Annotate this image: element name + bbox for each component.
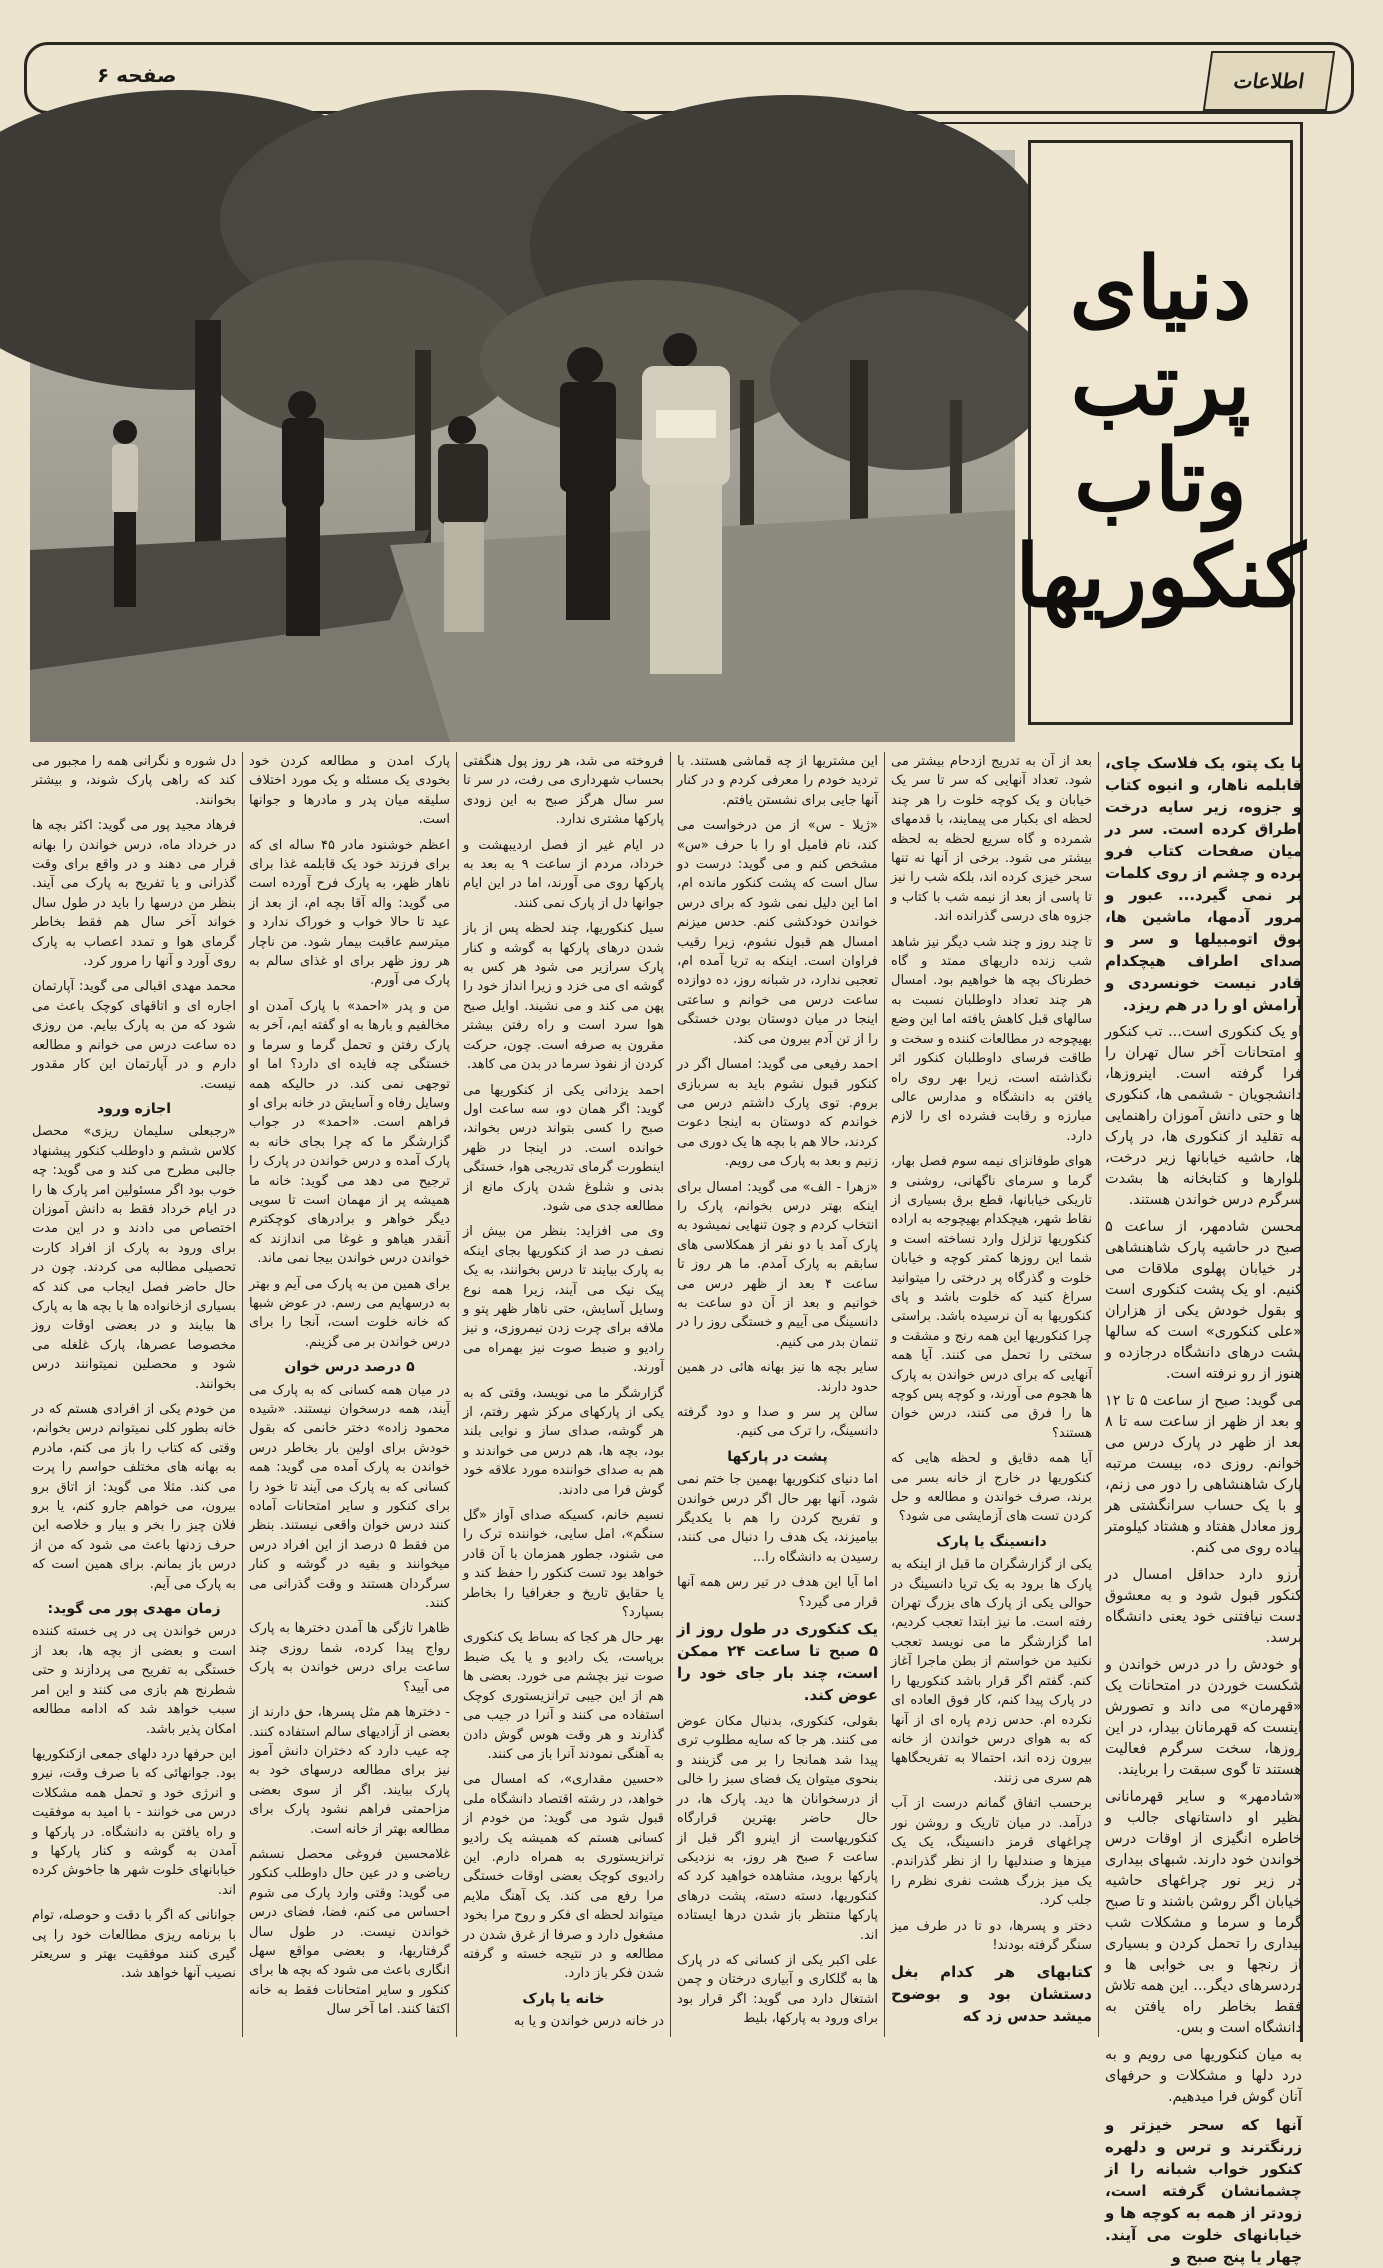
article-paragraph: برای همین من به پارک می آیم و بهتر به درسهایم می رسم. در عوض شبها که خانه خلوت است، آنجا را برای درس خواندن بر می گزینم. — [249, 1276, 450, 1350]
article-paragraph: آیا همه دقایق و لحظه هایی که کنکوریها در خارج از خانه بسر می برند، صرف خواندن و مطالعه و حل کردن تست های آزمایشی می شود؟ — [891, 1451, 1092, 1525]
article-paragraph: تا چند روز و چند شب دیگر نیز شاهد شب زنده داریهای ممتد و گاه خطرناک بچه ها خواهیم بود. امسال هر چند تعداد داوطلبان نسبت به سالهای قبل کاهش یافته اما این وضع بهیچوجه در مطالعات کننده و سخت و طاقت فرسای داوطلبان کنکور اثر نگذاشته است، زیرا بهر روی راه یافتن به دانشگاه و مدارس عالی مبارزه و رقابت فشرده ای را لازم دارد. — [891, 934, 1092, 1144]
article-paragraph: او یک کنکوری است... تب کنکور و امتحانات آخر سال تهران را فرا گرفته است. اینروزها، دانشجویان - ششمی ها، کنکوری ها و حتی دانش آموزان راهنمایی به تقلید از کنکوری ها، در پارک ها، حاشیه خیابانها زیر درخت، بلوارها و کتابخانه ها بشدت سرگرم درس خواندن هستند. — [1105, 1024, 1302, 1208]
article-paragraph-bold: آنها که سحر خیزتر و زرنگترند و ترس و دلهره کنکور خواب شبانه را از چشمانشان گرفته است، زودتر از همه به کوچه ها و خیابانهای خلوت می آیند. چهار یا پنج صبح و — [1105, 2116, 1302, 2266]
article-column-2 — [884, 752, 1098, 2037]
headline-line-1: دنیای — [1069, 237, 1252, 339]
subheading: زمان مهدی پور می گوید: — [47, 1601, 221, 1618]
article-paragraph: من خودم یکی از افرادی هستم که در خانه بطور کلی نمیتوانم درس بخوانم، وقتی که کتاب را باز می کنم، مادرم به بهانه های مختلف حواسم را پرت می کند. مثلا می گوید: از اتاق برو بیرون، می خواهم جارو کنم، یا برو فلان چیز را بخر و بیار و خلاصه این حرف زدنها باعث می شود که من از درس باز بمانم. برای همین است که به پارک می آیم. — [32, 1402, 236, 1592]
article-paragraph: سالن پر سر و صدا و دود گرفته دانسینگ، را ترک می کنیم. — [677, 1405, 878, 1440]
article-paragraph: در خانه درس خواندن و یا به — [513, 2014, 664, 2030]
article-paragraph: این مشتریها از چه قماشی هستند. با تردید خودم را معرفی کردم و در کنار آنها جایی برای نشستن یافتم. — [677, 754, 878, 808]
article-paragraph: جوانانی که اگر با دقت و حوصله، توام با برنامه ریزی مطالعات خود را پی گیری کنند موفقیت بهتر و سریعتر نصیب آنها خواهد شد. — [32, 1908, 236, 1982]
article-paragraph: گزارشگر ما می نویسد، وقتی که به یکی از پارکهای مرکز شهر رفتم، از هر گوشه، صدای ساز و نوایی بلند بود، بچه ها، هم درس می خواندند و هم به صدای خواننده مورد علاقه خود گوش فرا می دادند. — [463, 1385, 664, 1498]
article-paragraph: آرزو دارد حداقل امسال در کنکور قبول شود و به معشوق دست نیافتنی خود یعنی دانشگاه برسد. — [1105, 1567, 1302, 1646]
article-column-6 — [26, 752, 242, 2037]
headline-line-3: وتاب — [1074, 429, 1247, 531]
article-paragraph: سیل کنکوریها، چند لحظه پس از باز شدن درهای پارکها به گوشه و کنار پارک سرازیر می شود هر کس به گوشه ای می خزد و زیرا انداز خود را پهن می کند و می نشیند. اوایل صبح هوا سرد است و راه رفتن بیشتر مقرون به صرفه است. چون، حرکت کردن از نفوذ سرما در بدن می کاهد. — [463, 921, 664, 1073]
article-paragraph: «زهرا - الف» می گوید: امسال برای اینکه بهتر درس بخوانم، پارک را انتخاب کردم و چون تنهایی نمیشود به پارک آمد با دو نفر از همکلاسی های سابقم به پارک آمدم. ما هر روز تا ساعت ۴ بعد از ظهر درس می خوانیم و بعد از آن دو ساعت به دانسینگ می آییم و خستگی روز را در تنمان بدر می کنیم. — [677, 1179, 878, 1350]
article-paragraph: - دخترها هم مثل پسرها، حق دارند از بعضی از آزادیهای سالم استفاده کنند. چه عیب دارد که دختران دانش آموز نیز برای مطالعه درسهای خود به پارک بیایند. اگر از سوی بعضی مزاحمتی فراهم نشود پارک برای مطالعه بهتر از خانه است. — [249, 1705, 450, 1837]
article-paragraph: برحسب اتفاق گمانم درست از آب درآمد. در میان تاریک و روشن نور چراغهای قرمز دانسینگ، یک یک میزها و صندلیها را از نظر گذراندم. یک میز بزرگ هشت نفری نظرم را جلب کرد. — [891, 1796, 1092, 1909]
article-paragraph: غلامحسین فروغی محصل نسشم ریاضی و در عین حال داوطلب کنکور می گوید: وقتی وارد پارک می شوم احساس می کنم، فضا، فضای درس خواندن نیست. در طول سال گرفتاریها، و بعضی مواقع سهل انگاری باعث می شود که بچه ها برای کنکور و سایر امتحانات فقط به خانه اکتفا کنند. اما آخر سال — [249, 1846, 450, 2018]
subheading: اجازه ورود — [97, 1100, 171, 1117]
article-paragraph: محسن شادمهر، از ساعت ۵ صبح در حاشیه پارک شاهنشاهی در خیابان پهلوی ملاقات می کنیم. او یک پشت کنکوری است و بقول خودش یکی از هزاران «علی کنکوری» است که سالها پشت درهای دانشگاه درجازده و هنوز از رو نرفته است. — [1105, 1219, 1302, 1382]
article-column-1 — [1098, 752, 1308, 2266]
article-paragraph: فروخته می شد، هر روز پول هنگفتی بحساب شهرداری می رفت، در سر تا سر سال هرگز صبح به این زودی پارکها مشتری ندارد. — [463, 754, 664, 828]
photo-students-reading-icon — [30, 150, 1015, 742]
article-paragraph: در میان همه کسانی که به پارک می آیند، همه درسخوان نیستند. «شیده محمود زاده» دختر خانمی که بقول خودش برای اولین بار بخاطر درس خواندن به پارک آمده می گوید: همه کسانی که به پارک می آیند تا خود را برای کنکور و سایر امتحانات آماده کنند درس خوان واقعی نیستند. بنظر من فقط ۵ درصد از این افراد درس میخوانند و بقیه در گوشه و کنار سرگردان هستند و وقت گذرانی می کنند. — [249, 1382, 450, 1612]
article-paragraph: محمد مهدی اقبالی می گوید: آپارتمان اجاره ای و اتاقهای کوچک باعث می شود که من به پارک بیایم. من روزی ده ساعت درس می خوانم و مطالعه دارم و در آپارتمان این کار مقدور نیست. — [32, 979, 236, 1092]
subheading: خانه یا پارک — [522, 1990, 605, 2007]
article-paragraph: دل شوره و نگرانی همه را مجبور می کند که راهی پارک شوند، و بیشتر بخوانند. — [32, 754, 236, 808]
article-paragraph: احمد یزدانی یکی از کنکوریها می گوید: اگر همان دو، سه ساعت اول صبح را کسی بتواند درس بخواند، خوانده است. در اینجا در ظهر اینطورت گرمای تدریجی هوا، خستگی بدنی و شلوغ شدن پارک مانع از مطالعه جدی می شود. — [463, 1082, 664, 1214]
article-paragraph: ظاهرا تازگی ها آمدن دخترها به پارک رواج پیدا کرده، شما روزی چند ساعت برای درس خواندن به پارک می آیید؟ — [249, 1621, 450, 1695]
article-paragraph-bold: کتابهای هر کدام بغل دستشان بود و بوضوح میشد حدس زد که — [891, 1963, 1092, 2026]
headline-line-2: پرتب — [1070, 333, 1251, 435]
article-paragraph: علی اکبر یکی از کسانی که در پارک ها به گلکاری و آبیاری درختان و چمن اشتغال دارد می گوید: اگر قرار بود برای ورود به پارکها، بلیط — [677, 1952, 878, 2027]
page-number: صفحه ۶ — [97, 63, 177, 87]
article-paragraph: «شادمهر» و سایر قهرمانانی نظیر او داستانهای جالب و خاطره انگیزی از اوقات درس خواندن خود دارند. شبهای بیداری در زیر نور چراغهای حاشیه خیابان اگر روشن باشند و تا صبح گرما و سرما و مشکلات شب بیداری را تحمل کردن و بسیاری از رنجها و بی خوابی ها و دردسرهای دیگر... این همه تلاش فقط بخاطر راه یافتن به دانشگاه است و بس. — [1105, 1789, 1302, 2036]
article-paragraph: درس خواندن پی در پی خسته کننده است و بعضی از بچه ها، بعد از خستگی به تفریح می پردازند و حتی شطرنج هم بازی می کنند و این امر سبب خواهد شد که ادامه مطالعه امکان پذیر باشد. — [32, 1624, 236, 1737]
article-paragraph: من و پدر «احمد» با پارک آمدن او مخالفیم و بارها به او گفته ایم، آخر به پارک رفتن و تحمل گرما و سرما و خستگی چه فایده ای دارد؟ اما او توجهی نمی کند. در حالیکه همه وسایل رفاه و آسایش در خانه برای او فراهم است. «احمد» در جواب گزارشگر ما که چرا بجای خانه به پارک آمده و درس خواندن در پارک را ترجیح می دهد می گوید: خانه ما همیشه پر از مهمان است تا سویی دیگر خواهر و برادرهای کوچکترم آنقدر هیاهو و غوغا می اندازند که خواندن درس خواندن بیجا نمی ماند. — [249, 998, 450, 1267]
article-paragraph: اعظم خوشنود مادر ۴۵ ساله ای که برای فرزند خود یک قابلمه غذا برای ناهار ظهر، به پارک فرح آورده است می گوید: واله آقا بچه ام، از بعد از عید تا حالا خواب و خوراک ندارد و میترسم عاقبت بیمار شود. من ناچار هر روز ظهر برای او غذای سالم به پارک می آورم. — [249, 837, 450, 989]
article-column-3 — [670, 752, 884, 2037]
logo-text: اطلاعات — [1232, 69, 1306, 93]
article-columns — [26, 752, 1308, 2266]
headline-line-4: کنکوریها — [1015, 525, 1306, 627]
article-paragraph-bold: یک کنکوری در طول روز از ۵ صبح تا ساعت ۲۴ ممکن است، چند بار جای خود را عوض کند. — [677, 1620, 878, 1705]
article-paragraph: این حرفها درد دلهای جمعی ازکنکوریها بود. جوانهائی که با صرف وقت، نیرو و انرژی خود و تحمل همه مشکلات درس می خوانند - با امید به موفقیت و راه یافتن به دانشگاه. در پارکها و آمدن به گوشه و کنار پارکها و خیابانهای خلوت شهر ها جاخوش کرده اند. — [32, 1746, 236, 1898]
article-paragraph: هوای طوفانزای نیمه سوم فصل بهار، گرما و سرمای ناگهانی، روشنی و تاریکی خیابانها، قطع برق بسیاری از نقاط شهر، هیچکدام بهیچوجه به اراده کنکوریها تزلزل وارد نساخته است و شما این روزها کمتر کوچه و خیابان خلوت و گذرگاه پر درختی را میتوانید سراغ کنید که خلوت باشد و پای کنکوریها به آن نرسیده باشد. براستی چرا کنکوریها این همه رنج و مشقت و سختی را تحمل می کنند. آیا همه آنهایی که برای درس خواندن به پارک ها هجوم می آورند، و کوچه پس کوچه ها را فرق می کنند، درس خوان هستند؟ — [891, 1154, 1092, 1441]
article-paragraph: دختر و پسرها، دو تا در طرف میز سنگر گرفته بودند! — [891, 1918, 1092, 1953]
article-paragraph: اما آیا این هدف در تیر رس همه آنها قرار می گیرد؟ — [677, 1575, 878, 1610]
article-paragraph: در ایام غیر از فصل اردیبهشت و خرداد، مردم از ساعت ۹ به بعد به پارکها روی می آورند، اما در این ایام جوانها دل از پارک نمی کنند. — [463, 837, 664, 911]
subheading: ۵ درصد درس خوان — [284, 1359, 415, 1376]
article-paragraph: بعد از آن به تدریج ازدحام بیشتر می شود. تعداد آنهایی که سر تا سر یک خیابان و یک کوچه خلوت را هر چند لحظه ای بکبار می پیمایند، با قدمهای شمرده و گاه سریع لحظه به لحظه بیشتر می شود. برخی از آنها نه تنها سحر خیزی کرده اند، بلکه شب را نیز تا پاسی از بعد از نیمه شب با کتاب و جزوه های درسی گذرانده اند. — [891, 754, 1092, 925]
article-paragraph: احمد رفیعی می گوید: امسال اگر در کنکور قبول نشوم باید به سربازی بروم. توی پارک داشتم درس می خواندم که دوستان به اینجا دعوت کردند، حالا هم با بچه ها یک دوری می زنیم و بعد به پارک می رویم. — [677, 1057, 878, 1170]
article-column-4 — [456, 752, 670, 2037]
article-paragraph: «حسین مقداری»، که امسال می خواهد، در رشته اقتصاد دانشگاه ملی قبول شود می گوید: من خودم از کسانی هستم که همیشه یک رادیو ترانزیستوری به همراه دارم. این رادیوی کوچک بعضی اوقات خستگی مرا رفع می کند. یک آهنگ ملایم میتواند لحظه ای فکر و روح مرا بخود مشغول دارد و صرفا از غرق شدن در مطالعه و در نتیجه خسته و گرفته شدن فکر باز دارد. — [463, 1772, 664, 1982]
article-paragraph: «رجبعلی سلیمان ریزی» محصل کلاس ششم و داوطلب کنکور پیشنهاد جالبی مطرح می کند و می گوید: چه خوب بود اگر مسئولین امر پارک ها را در ایام خرداد فقط به دانش آموزان اختصاص می دادند و در این مدت برای ورود به پارک از افراد کارت تحصیلی مطالبه می کردند. چون در حال حاضر فصل ایجاب می کند که بسیاری ازخانواده ها با بچه ها به پارک ها بیایند و در بعضی اوقات روز مخصوصا عصرها، پارک غلغله می شود و محصلین نمیتوانند درس بخوانند. — [32, 1124, 236, 1392]
article-paragraph: به میان کنکوریها می رویم و به درد دلها و مشکلات و حرفهای آنان گوش فرا میدهیم. — [1105, 2047, 1302, 2105]
article-paragraph: پارک امدن و مطالعه کردن خود بخودی یک مسئله و یک مورد اختلاف سلیقه میان پدر و مادرها و جوانها است. — [249, 754, 450, 828]
article-paragraph-bold: با یک پتو، یک فلاسک چای، قابلمه ناهار، و انبوه کتاب و جزوه، زیر سایه درخت اطراق کرده است. سر در میان صفحات کتاب فرو برده و چشم از روی کلمات بر نمی گیرد... عبور و مرور آدمها، ماشین ها، بوق اتومبیلها و سر و صدای اطراف هیچکدام قادر نیست خونسردی و آرامش او را در هم ریزد. — [1105, 754, 1302, 1014]
article-paragraph: فرهاد مجید پور می گوید: اکثر بچه ها در خرداد ماه، درس خواندن را بهانه قرار می دهند و در واقع برای وقت گذرانی و یا تفریح به پارک می آیند. بنظر من درسها را باید در طول سال خواند آخر سال هم فقط بخاطر گرمای هوا و تمدد اعصاب به پارک روی آورد و آنها را مرور کرد. — [32, 818, 236, 970]
subheading: پشت در پارکها — [727, 1448, 828, 1465]
headline-box — [1015, 140, 1306, 725]
article-paragraph: «ژیلا - س» از من درخواست می کند، نام فامیل او را با حرف «س» مشخص کنم و می گوید: درست دو سال است که پشت کنکور مانده ام، اما این دلیل نمی شود که برای درس خواندن خودکشی کنم. حدس میزنم امسال هم قبول نشوم، زیرا رقیب فراوان است. اینکه به تریا آمده ام، تعجبی ندارد، در شبانه روز، ده دوازده ساعت درس می خوانم و ساعتی اینجا در میان دوستان بودن خستگی را از تن آدم بیرون می کند. — [677, 818, 878, 1047]
article-paragraph: او خودش را در درس خواندن و شکست خوردن در امتحانات یک «قهرمان» می داند و تصورش اینست که قهرمانان بیدار، در این روزها، سخت سرگرم فعالیت هستند تا گوی سبقت را بربایند. — [1105, 1657, 1302, 1778]
article-paragraph: سایر بچه ها نیز بهانه هائی در همین حدود دارند. — [677, 1360, 878, 1395]
article-paragraph: بقولی، کنکوری، بدنبال مکان عوض می کنند. هر جا که سایه مطلوب تری پیدا شد همانجا را بر می گزینند و بنحوی میتوان یک فضای سبز را خالی از درسخوانان ها دید. پارک ها، در حال حاضر بهترین قرارگاه کنکوریهاست از اینرو اگر قبل از ساعت ۶ صبح هر روز، به نزدیکی پارکها بروید، مشاهده خواهید کرد که کنکوریها، دسته دسته، پشت درهای پارکها منتظر باز شدن درها ایستاده اند. — [677, 1714, 879, 1943]
subheading: دانسینگ یا پارک — [936, 1533, 1047, 1550]
article-paragraph: می گوید: صبح از ساعت ۵ تا ۱۲ و بعد از ظهر از ساعت سه تا ۸ بعد از ظهر در پارک درس می خوانم. روزی ده، بیست مرتبه پارک شاهنشاهی را دور می زنم، و با یک حساب سرانگشتی هر روز معادل هفتاد و هشتاد کیلومتر پیاده روی می کنم. — [1104, 1393, 1302, 1556]
article-column-5 — [242, 752, 456, 2037]
article-paragraph: وی می افزاید: بنظر من بیش از نصف در صد از کنکوریها بجای اینکه به پارک بیایند تا درس بخوانند، به یک پیک نیک می آیند، زیرا همه نوع وسایل آسایش، حتی ناهار ظهر پتو و ملافه برای چرت زدن نیمروزی، و نیز رادیو و ضبط صوت نیز بهمراه می آورند. — [463, 1224, 664, 1376]
article-paragraph: یکی از گزارشگران ما قبل از اینکه به پارک ها برود به یک تریا دانسینگ در حوالی یکی از پارک های بزرگ تهران رفته است. ما نیز ابتدا تعجب کردیم، اما گزارشگر ما می نویسد تعجب نکنید من خواستم از بطن ماجرا آغاز کنم. گفتم اگر قرار باشد کنکوریها را در پارک پیدا کنم، کار فوق العاده ای نکرده ام. حدس زدم پاره ای از آنها که به هوای درس خواندن از خانه بیرون زده اند، احتمالا به تفریحگاهها هم سری می زنند. — [891, 1557, 1092, 1786]
article-paragraph: نسیم خانم، کسیکه صدای آواز «گل سنگم»، امل سایی، خواننده ترک را می شنود، جطور همزمان با آن قادر خواهد بود تست کنکور را حفظ کند و یا حقایق تاریخ و جغرافیا را بخاطر بسپارد؟ — [463, 1508, 664, 1621]
photo-students-reading — [30, 150, 1015, 742]
newspaper-logo — [1203, 51, 1335, 111]
article-paragraph: اما دنیای کنکوریها بهمین جا ختم نمی شود، آنها بهر حال اگر درس خواندن و تفریح کردن را هم با یکدیگر بیامیزند، یک هدف را دنبال می کنند، رسیدن به دانشگاه را... — [677, 1472, 878, 1565]
article-paragraph: بهر حال هر کجا که بساط یک کنکوری برپاست، یک رادیو و یا یک ضبط صوت نیز بچشم می خورد. بعضی ها هم از این جیبی ترانزیستوری کوچک استفاده می کنند و آنرا در جیب می گذارند و هر وقت هوس گوش دادن به آهنگی نمودند آنرا باز می کنند. — [463, 1630, 664, 1762]
